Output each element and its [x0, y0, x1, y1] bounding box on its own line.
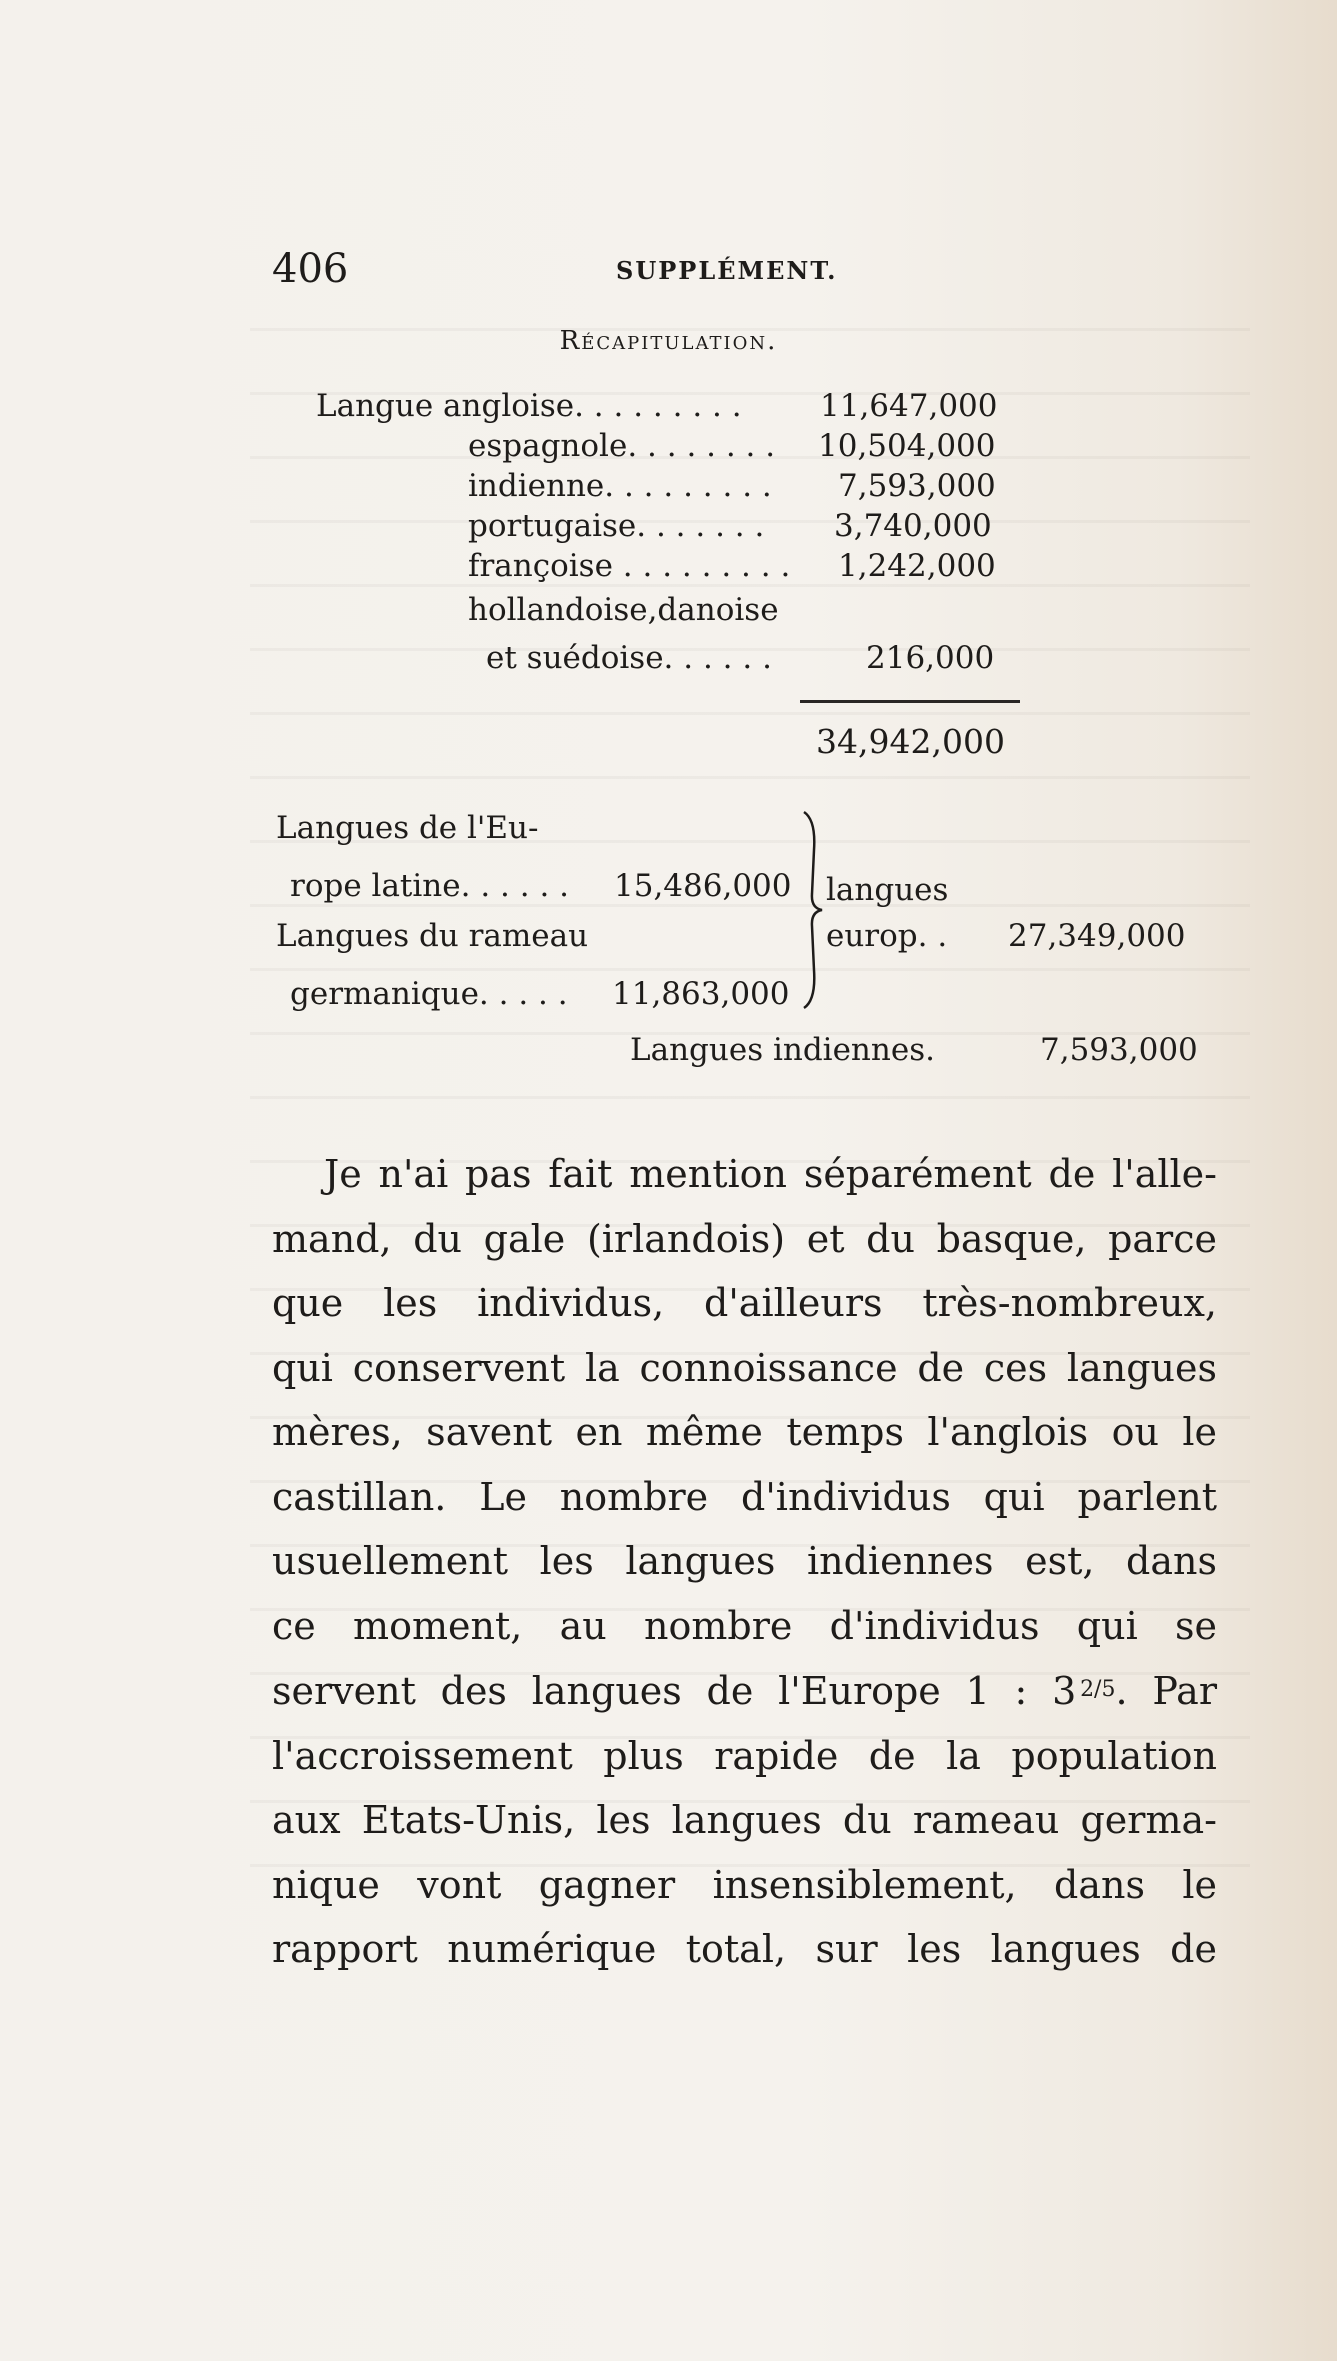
curly-brace — [800, 810, 824, 1010]
recap-row-value: 3,740,000 — [834, 508, 992, 544]
recap-row-value: 7,593,000 — [838, 468, 996, 504]
indiennes-label: Langues indiennes. — [630, 1032, 935, 1068]
latine-label-line2: rope latine. . . . . . — [290, 868, 569, 904]
brace-total: 27,349,000 — [1008, 918, 1186, 954]
recap-row-label: hollandoise,danoise — [468, 592, 779, 628]
page-number: 406 — [272, 246, 349, 292]
recap-row-label: françoise . . . . . . . . . — [468, 548, 791, 584]
recap-row-label: portugaise. . . . . . . — [468, 508, 765, 544]
brace-label-line2: europ. . — [826, 918, 948, 954]
body-line-fraction — [272, 1658, 1217, 1724]
body-line: rapport numérique total, sur les langues de — [272, 1927, 1217, 1971]
running-title: SUPPLÉMENT. — [616, 256, 838, 285]
recap-row-value: 1,242,000 — [838, 548, 996, 584]
germ-label-line2: germanique. . . . . — [290, 976, 568, 1012]
body-line: castillan. Le nombre d'individus qui parlent — [272, 1474, 1217, 1519]
body-line: Je n'ai pas fait mention séparément de l'alle- — [324, 1152, 1217, 1196]
recap-title: Récapitulation. — [559, 326, 778, 356]
indiennes-value: 7,593,000 — [1040, 1032, 1198, 1068]
ratio-fraction: 2/5 — [1080, 1677, 1116, 1702]
body-line: que les individus, d'ailleurs très-nombreux, — [272, 1281, 1217, 1325]
recap-row-label: Langue angloise. . . . . . . . . — [316, 388, 742, 424]
recap-row-label: et suédoise. . . . . . — [486, 640, 772, 676]
body-line: mand, du gale (irlandois) et du basque, parce — [272, 1216, 1217, 1261]
germ-label-line1: Langues du rameau — [276, 918, 589, 954]
brace-label-line1: langues — [826, 872, 949, 908]
body-line-tail: . Par — [1115, 1669, 1217, 1713]
body-line: usuellement les langues indiennes est, dans — [272, 1539, 1217, 1583]
body-line: nique vont gagner insensiblement, dans le — [272, 1862, 1217, 1907]
body-line: qui conservent la connoissance de ces langues — [272, 1345, 1217, 1390]
body-line: l'accroissement plus rapide de la population — [272, 1733, 1217, 1778]
body-line: ce moment, au nombre d'individus qui se — [272, 1603, 1217, 1648]
sum-rule — [800, 700, 1020, 703]
body-line-text: servent des langues de l'Europe 1 : 3 — [272, 1669, 1077, 1713]
latine-value: 15,486,000 — [614, 868, 792, 904]
latine-label-line1: Langues de l'Eu- — [276, 810, 539, 846]
recap-row-value: 11,647,000 — [820, 388, 998, 424]
body-paragraph — [272, 1142, 1217, 1982]
page-header — [272, 246, 882, 294]
body-line: mères, savent en même temps l'anglois ou le — [272, 1410, 1217, 1454]
recap-row-label: indienne. . . . . . . . . — [468, 468, 772, 504]
germ-value: 11,863,000 — [612, 976, 790, 1012]
body-line: aux Etats-Unis, les langues du rameau germa- — [272, 1798, 1217, 1842]
recap-total: 34,942,000 — [816, 722, 1005, 761]
recap-row-value: 10,504,000 — [818, 428, 996, 464]
recap-row-label: espagnole. . . . . . . . — [468, 428, 776, 464]
recap-row-value: 216,000 — [866, 640, 995, 676]
